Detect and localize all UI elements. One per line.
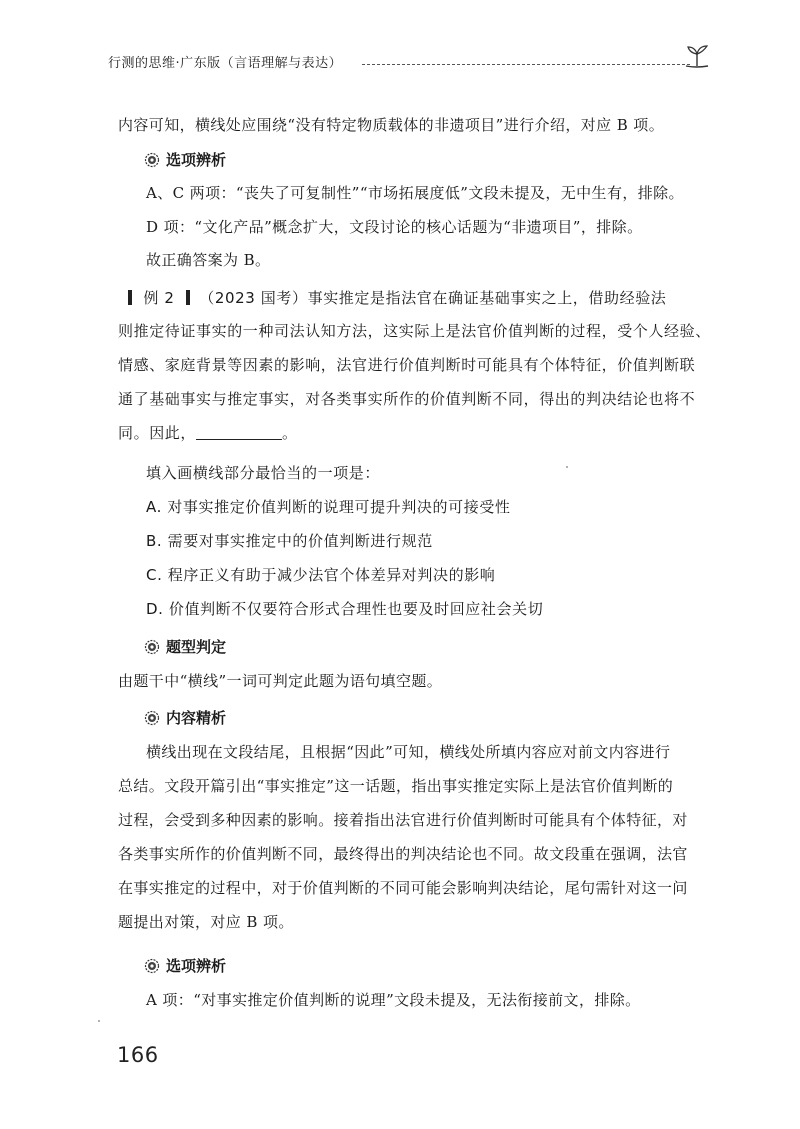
fill-blank bbox=[196, 425, 282, 440]
text-line: 由题干中“横线”一词可判定此题为语句填空题。 bbox=[118, 672, 443, 690]
text-line: 过程，会受到多种因素的影响。接着指出法官进行价值判断时可能具有个体特征，对 bbox=[118, 811, 688, 829]
scan-speck bbox=[98, 1020, 100, 1022]
text-line: 通了基础事实与推定事实，对各类事实所作的价值判断不同，得出的判决结论也将不 bbox=[118, 390, 696, 408]
gear-icon bbox=[144, 958, 160, 974]
example-bracket-left bbox=[128, 290, 132, 305]
section-title: 内容精析 bbox=[166, 709, 227, 727]
text-line: A、C 两项：“丧失了可复制性”“市场拓展度低”文段未提及，无中生有，排除。 bbox=[146, 184, 684, 202]
example-label: 例 2 bbox=[143, 289, 175, 307]
text-line: 则推定待证事实的一种司法认知方法，这实际上是法官价值判断的过程，受个人经验、 bbox=[118, 322, 711, 340]
text-line bbox=[118, 422, 298, 444]
running-header bbox=[100, 44, 712, 74]
option-b: B. 需要对事实推定中的价值判断进行规范 bbox=[146, 532, 433, 550]
gear-icon bbox=[144, 639, 160, 655]
intro-line: 内容可知，横线处应围绕“没有特定物质载体的非遗项目”进行介绍，对应 B 项。 bbox=[118, 116, 665, 134]
text-fragment: 。 bbox=[282, 424, 298, 442]
text-fragment: 同。因此， bbox=[118, 424, 197, 442]
header-rule bbox=[362, 64, 690, 65]
example-bracket-right bbox=[186, 290, 190, 305]
page-number: 166 bbox=[117, 1043, 159, 1067]
section-title: 选项辨析 bbox=[166, 957, 227, 975]
section-title: 题型判定 bbox=[166, 638, 227, 656]
section-option-analysis-1 bbox=[144, 149, 226, 170]
text-line: 总结。文段开篇引出“事实推定”这一话题，指出事实推定实际上是法官价值判断的 bbox=[118, 777, 674, 795]
example-line bbox=[128, 287, 666, 309]
section-content-analysis bbox=[144, 707, 226, 728]
text-line: 情感、家庭背景等因素的影响，法官进行价值判断时可能具有个体特征，价值判断联 bbox=[118, 356, 696, 374]
text-line: 各类事实所作的价值判断不同，最终得出的判决结论也不同。故文段重在强调，法官 bbox=[118, 845, 688, 863]
example-source: （2023 国考） bbox=[199, 289, 308, 307]
text-line: A 项：“对事实推定价值判断的说理”文段未提及，无法衔接前文，排除。 bbox=[146, 991, 641, 1009]
text-line: 故正确答案为 B。 bbox=[146, 251, 271, 269]
option-d: D. 价值判断不仅要符合形式合理性也要及时回应社会关切 bbox=[146, 600, 544, 618]
text-line: 题提出对策，对应 B 项。 bbox=[118, 913, 294, 931]
header-title: 行测的思维·广东版（言语理解与表达） bbox=[108, 56, 343, 71]
question-prompt: 填入画横线部分最恰当的一项是： bbox=[146, 464, 381, 482]
text-line: D 项：“文化产品”概念扩大，文段讨论的核心话题为“非遗项目”，排除。 bbox=[146, 218, 643, 236]
text-line: 横线出现在文段结尾，且根据“因此”可知，横线处所填内容应对前文内容进行 bbox=[146, 743, 671, 761]
section-title: 选项辨析 bbox=[166, 151, 227, 169]
gear-icon bbox=[144, 152, 160, 168]
option-a: A. 对事实推定价值判断的说理可提升判决的可接受性 bbox=[146, 498, 511, 516]
text-line: 事实推定是指法官在确证基础事实之上，借助经验法 bbox=[307, 289, 667, 307]
option-c: C. 程序正义有助于减少法官个体差异对判决的影响 bbox=[146, 566, 496, 584]
text-line: 在事实推定的过程中，对于价值判断的不同可能会影响判决结论，尾句需针对这一问 bbox=[118, 879, 688, 897]
section-option-analysis-2 bbox=[144, 955, 226, 976]
gear-icon bbox=[144, 710, 160, 726]
section-question-type bbox=[144, 636, 226, 657]
sprout-icon bbox=[682, 44, 712, 70]
scan-speck bbox=[566, 466, 568, 468]
